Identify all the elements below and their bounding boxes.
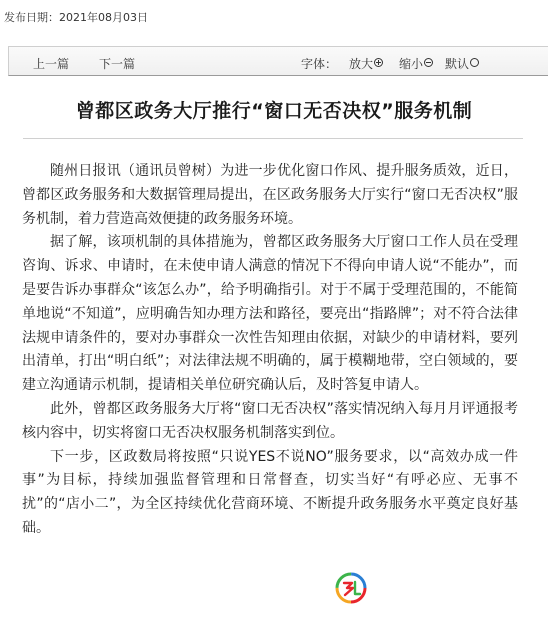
next-article-link[interactable]: 下一篇	[99, 57, 136, 71]
circle-icon	[470, 58, 479, 67]
article-paragraph: 此外，曾都区政务服务大厅将“窗口无否决权”落实情况纳入每月月评通报考核内容中，切实将窗口无否决权服务机制落实到位。	[22, 400, 518, 441]
font-enlarge-button[interactable]	[349, 55, 383, 72]
article-title: 曾都区政务大厅推行“窗口无否决权”服务机制	[75, 100, 473, 122]
font-shrink-label: 缩小	[399, 57, 424, 71]
plus-circle-icon	[374, 58, 383, 67]
article-toolbar	[8, 46, 548, 76]
minus-circle-icon	[424, 58, 433, 67]
article-paragraph: 据了解，该项机制的具体措施为，曾都区政务服务大厅窗口工作人员在受理咨询、诉求、申请时，在未使申请人满意的情况下不得向申请人说“不能办”，而是要告诉办事群众“该怎么办”，给予明确指引。对于不属于受理范围的，不能简单地说“不知道”，应明确告知办理方法和路径，要亮出“指路牌”；对不符合法律法规申请条件的，要对办事群众一次性告知理由依据，对缺少的申请材料，要列出清单，打出“明白纸”；对法律法规不明确的，属于模糊地带，空白领域的，要建立沟通请示机制，提请相关单位研究确认后，及时答复申请人。	[22, 234, 518, 394]
logo-icon	[335, 572, 367, 604]
prev-article-link[interactable]: 上一篇	[33, 57, 70, 71]
publish-date: 发布日期：2021年08月03日	[4, 11, 148, 24]
font-default-button[interactable]	[445, 55, 479, 72]
article-body	[22, 160, 518, 541]
font-shrink-button[interactable]	[399, 55, 433, 72]
article-paragraph: 下一步，区政数局将按照“只说YES不说NO”服务要求，以“高效办成一件事”为目标，持续加强监督管理和日常督查，切实当好“有呼必应、无事不扰”的“店小二”，为全区持续优化营商环境、不断提升政务服务水平奠定良好基础。	[22, 448, 518, 536]
font-size-label: 字体：	[301, 57, 338, 71]
article-paragraph: 随州日报讯（通讯员曾树）为进一步优化窗口作风、提升服务质效，近日，曾都区政务服务和大数据管理局提出，在区政务服务大厅实行“窗口无否决权”服务机制，着力营造高效便捷的政务服务环境。	[22, 163, 518, 227]
title-divider	[23, 138, 523, 139]
font-enlarge-label: 放大	[349, 57, 374, 71]
font-default-label: 默认	[445, 57, 470, 71]
